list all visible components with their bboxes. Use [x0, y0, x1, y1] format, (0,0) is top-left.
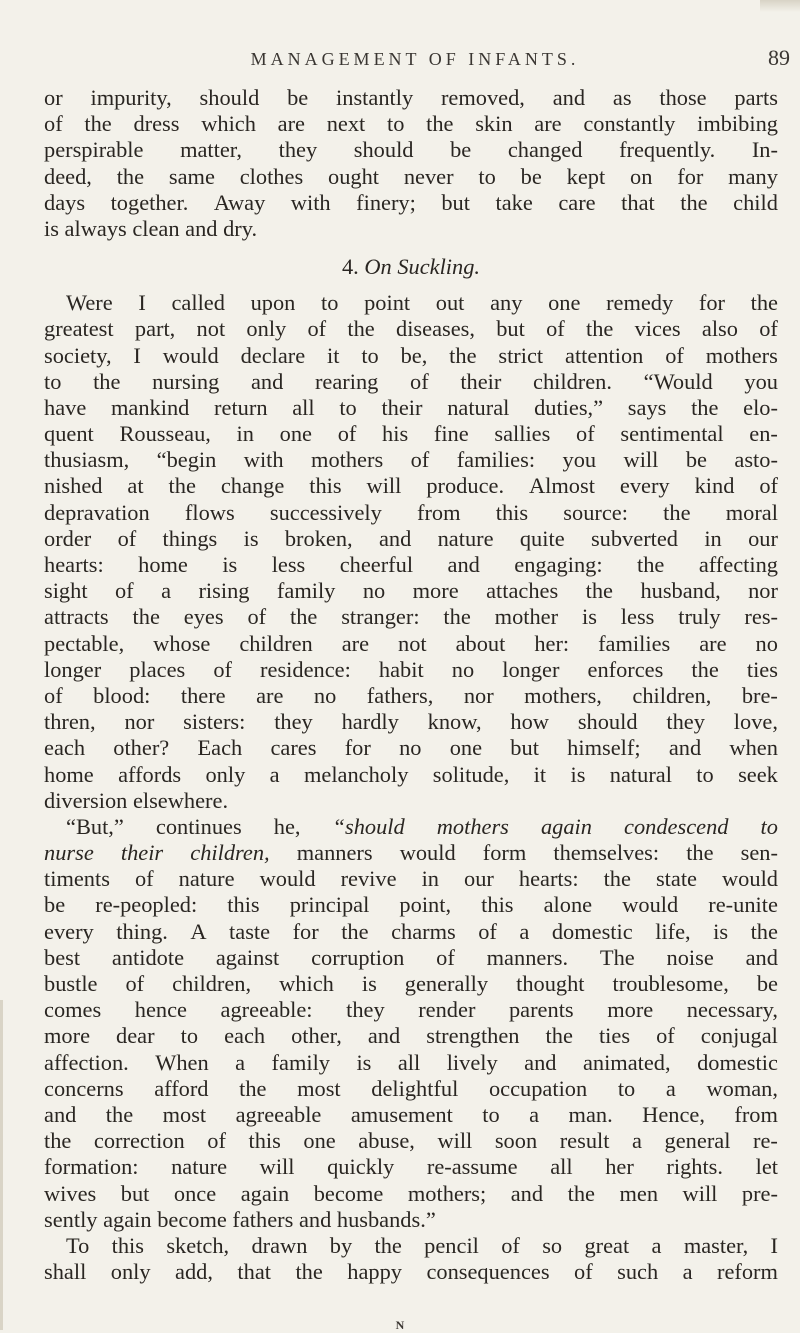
text-line: wives but once again become mothers; and the men will pre- — [44, 1180, 778, 1206]
section-number: 4. — [341, 254, 359, 280]
text-line: diversion elsewhere. — [44, 787, 229, 813]
paragraph — [44, 1233, 778, 1285]
text-line: is always clean and dry. — [44, 215, 258, 241]
paragraph — [44, 814, 778, 1233]
text-line: formation: nature will quickly re-assume all her rights. let — [44, 1154, 778, 1180]
text-line: timents of nature would revive in our hearts: the state would — [44, 866, 778, 892]
page-number: 89 — [768, 45, 790, 70]
text-line: of blood: there are no fathers, nor mothers, children, bre- — [44, 682, 778, 708]
signature-mark: N — [395, 1318, 405, 1332]
text-line: more dear to each other, and strengthen the ties of conjugal — [44, 1023, 778, 1049]
text-line: each other? Each cares for no one but himself; and when — [44, 735, 778, 761]
text-line: attracts the eyes of the stranger: the mother is less truly res- — [44, 604, 778, 630]
text-line: have mankind return all to their natural duties,” says the elo- — [44, 394, 778, 420]
text-line: nished at the change this will produce. Almost every kind of — [44, 473, 778, 499]
text-line: sight of a rising family no more attaches the husband, nor — [44, 578, 778, 604]
text-line: to the nursing and rearing of their children. “Would you — [44, 368, 778, 394]
text-line: depravation flows successively from this source: the moral — [44, 499, 778, 525]
text-line: hearts: home is less cheerful and engaging: the affecting — [44, 552, 778, 577]
text-line: bustle of children, which is generally thought troublesome, be — [44, 971, 778, 996]
text-line: order of things is broken, and nature quite subverted in our — [44, 525, 778, 551]
text-line: longer places of residence: habit no longer enforces the ties — [44, 656, 778, 682]
text-line: concerns afford the most delightful occupation to a woman, — [44, 1075, 778, 1101]
text-line: thusiasm, “begin with mothers of families: you will be asto- — [44, 447, 778, 473]
text-line: perspirable matter, they should be changed frequently. In- — [44, 137, 778, 163]
section-heading — [44, 254, 778, 280]
text-line: or impurity, should be instantly removed, and as those parts — [44, 85, 778, 110]
text-line: To this sketch, drawn by the pencil of so great a master, I — [66, 1232, 778, 1258]
binding-shadow — [0, 1000, 3, 1330]
text-line: thren, nor sisters: they hardly know, how should they love, — [44, 709, 778, 735]
text-line: affection. When a family is all lively and animated, domestic — [44, 1049, 778, 1075]
text-line: deed, the same clothes ought never to be kept on for many — [44, 163, 778, 189]
text-line: days together. Away with finery; but take care that the child — [44, 189, 778, 215]
page-corner-shadow — [760, 0, 800, 12]
text-line: shall only add, that the happy consequences of such a reform — [44, 1259, 778, 1285]
page-body — [44, 85, 778, 1285]
text-line: nurse their children, manners would form themselves: the sen- — [44, 840, 778, 866]
text-line: home affords only a melancholy solitude, it is natural to seek — [44, 761, 778, 787]
text-line: comes hence agreeable: they render parents more necessary, — [44, 997, 778, 1023]
running-head: MANAGEMENT OF INFANTS. — [250, 49, 580, 69]
paragraph — [44, 85, 778, 242]
page-header — [40, 45, 790, 73]
text-line: pectable, whose children are not about her: families are no — [44, 630, 778, 656]
text-line: the correction of this one abuse, will soon result a general re- — [44, 1128, 778, 1154]
text-line: “But,” continues he, “should mothers again condescend to — [66, 813, 778, 839]
text-line: and the most agreeable amusement to a man. Hence, from — [44, 1101, 778, 1127]
paragraph — [44, 290, 778, 814]
text-line: of the dress which are next to the skin are constantly imbibing — [44, 111, 778, 137]
text-line: greatest part, not only of the diseases, but of the vices also of — [44, 316, 778, 342]
text-line: sently again become fathers and husbands.” — [44, 1206, 436, 1232]
text-line: quent Rousseau, in one of his fine sallies of sentimental en- — [44, 421, 778, 447]
text-line: society, I would declare it to be, the strict attention of mothers — [44, 342, 778, 368]
text-line: best antidote against corruption of manners. The noise and — [44, 944, 778, 970]
section-title: On Suckling. — [364, 254, 481, 280]
text-line: every thing. A taste for the charms of a domestic life, is the — [44, 918, 778, 944]
text-line: Were I called upon to point out any one remedy for the — [66, 290, 778, 316]
text-line: be re-peopled: this principal point, this alone would re-unite — [44, 892, 778, 918]
